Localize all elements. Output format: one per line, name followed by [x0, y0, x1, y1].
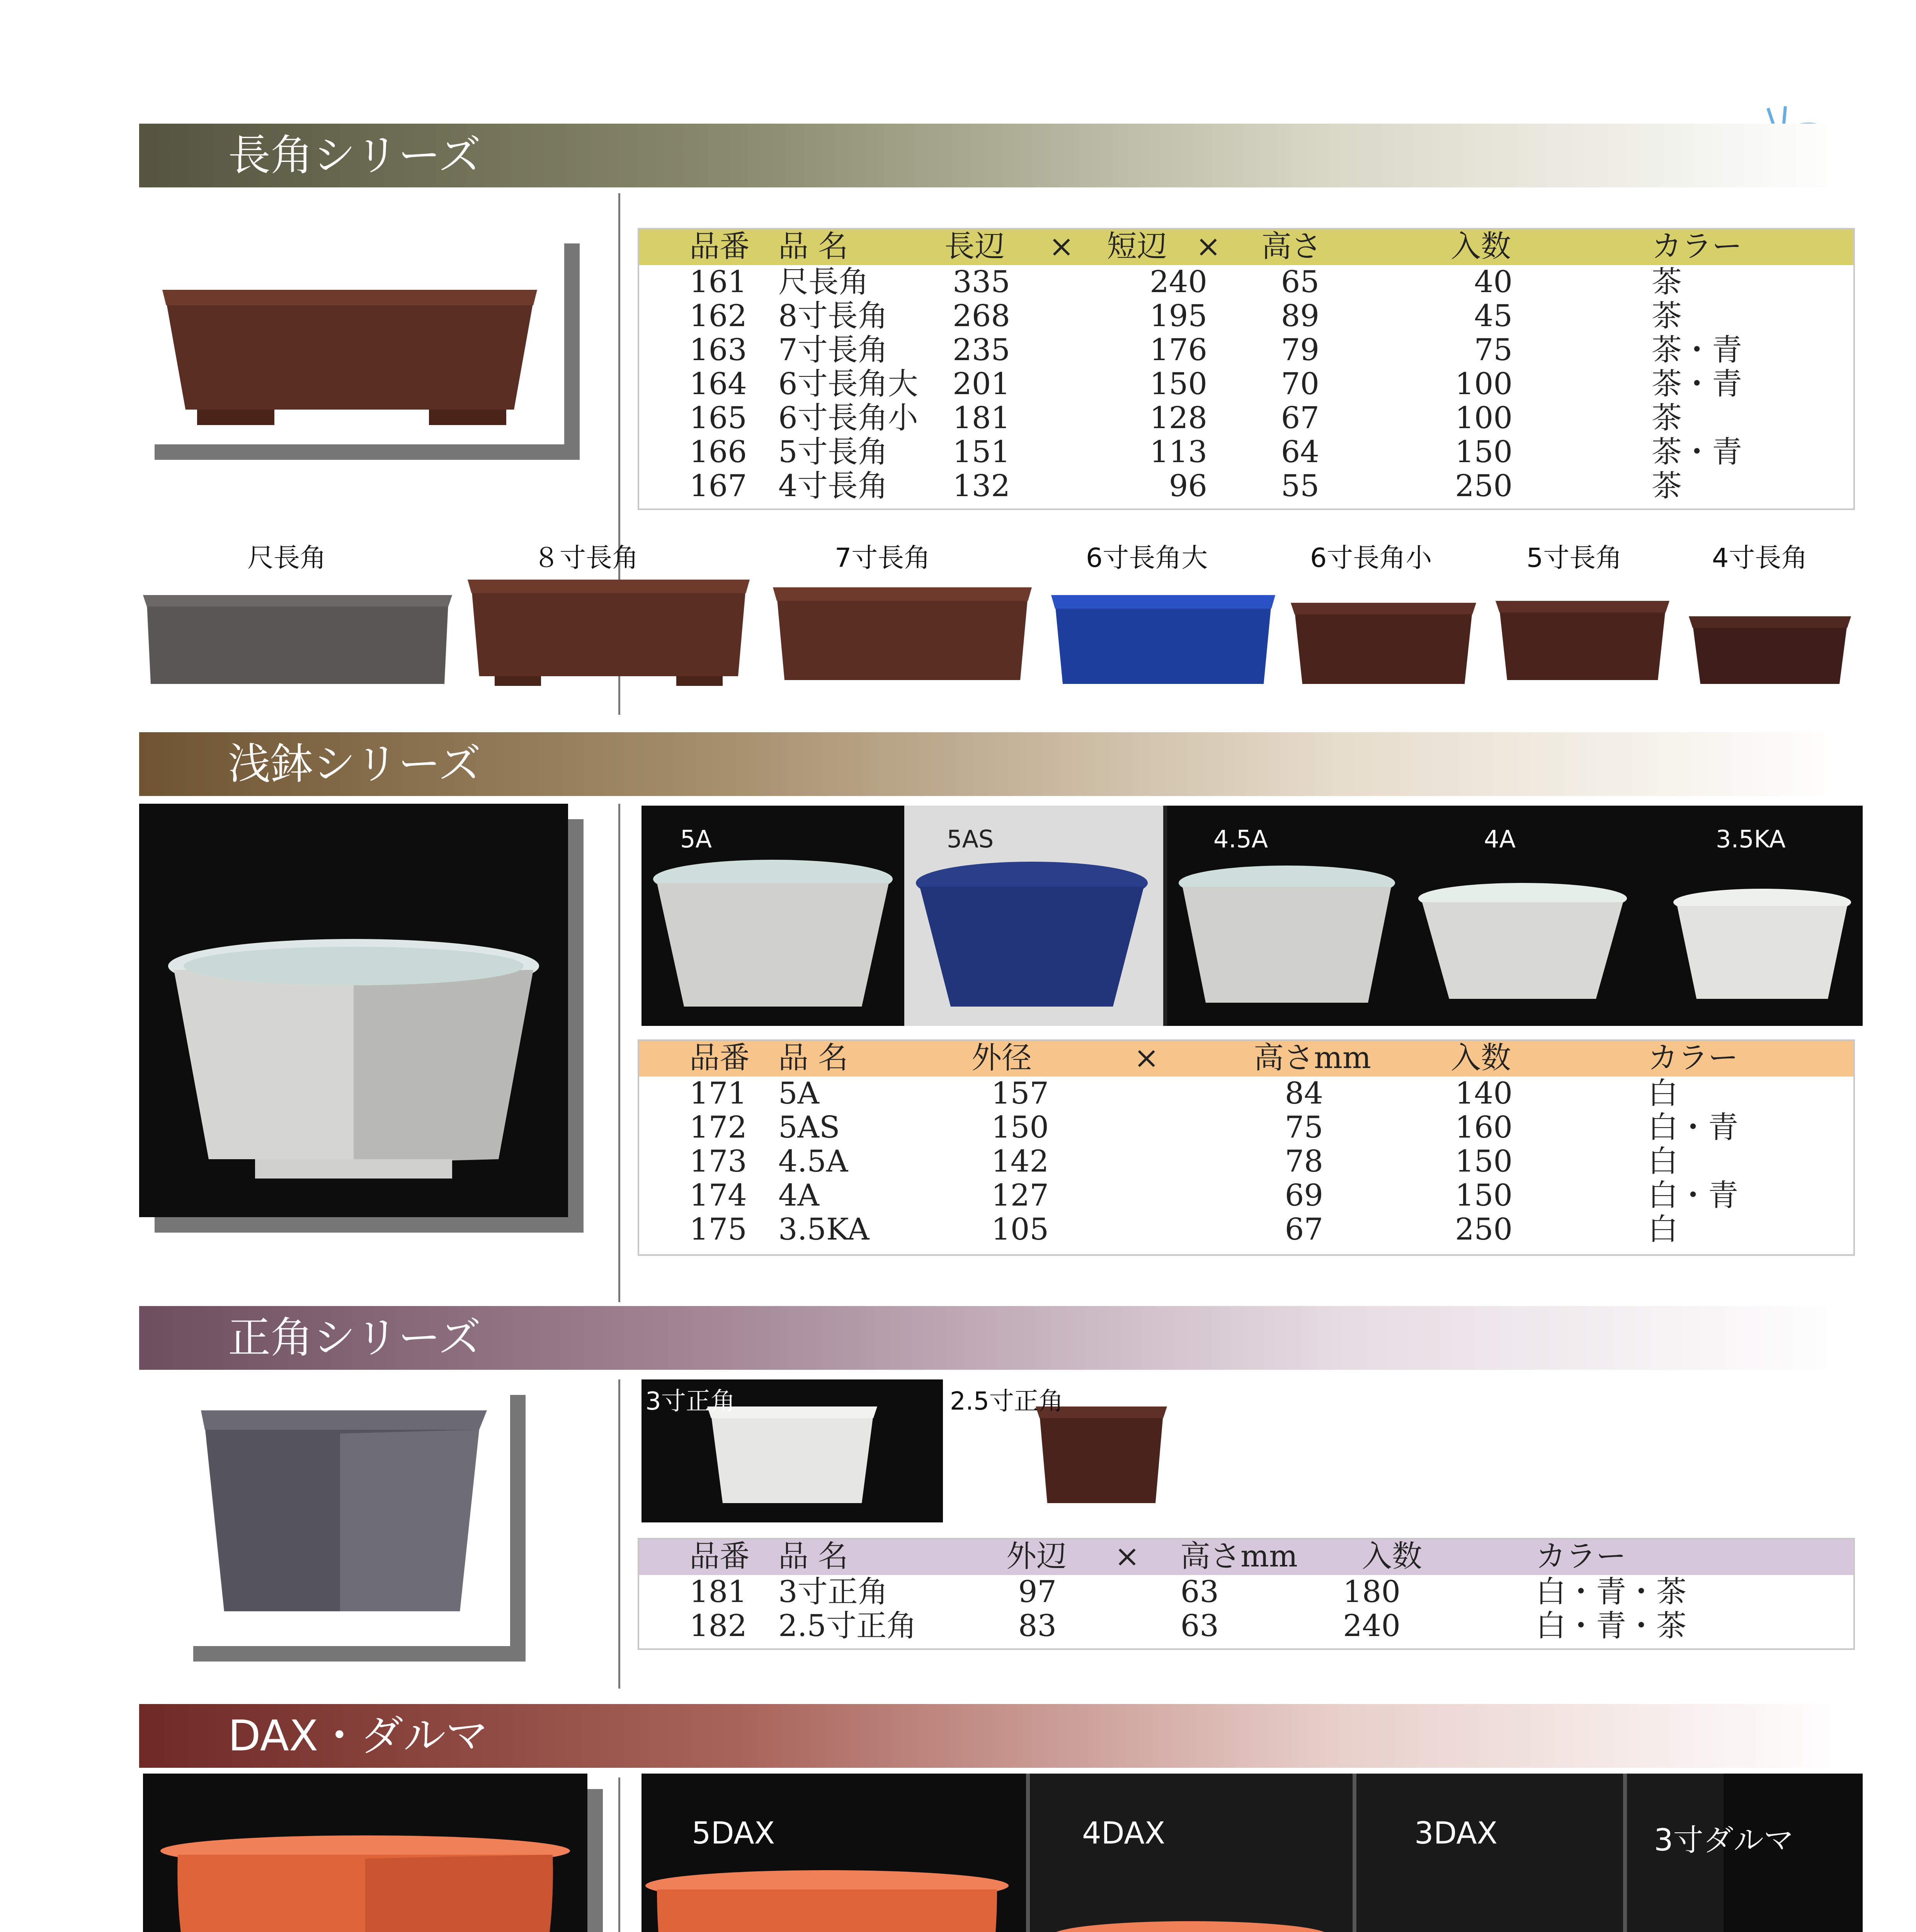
cell: 白・青・茶	[1536, 1575, 1687, 1609]
cell: 55	[1281, 469, 1319, 503]
cell: 128	[1150, 401, 1207, 435]
pot-long-shaku	[143, 595, 452, 684]
cell: 白・青	[1648, 1110, 1739, 1145]
series-banner-dax	[139, 1704, 1847, 1768]
photo-label: 6寸長角小	[1310, 543, 1432, 573]
header-cell: 入数	[1451, 229, 1511, 264]
cell: 164	[689, 367, 747, 401]
cell: 250	[1455, 469, 1513, 503]
photo-label: 4寸長角	[1712, 543, 1808, 573]
table-row	[639, 401, 1853, 435]
header-cell: 入数	[1451, 1041, 1511, 1075]
photo-label: ８寸長角	[533, 543, 639, 573]
cell: 235	[953, 333, 1010, 367]
pot-long-6sun-small	[1291, 603, 1476, 684]
header-cell: 品 名	[778, 1539, 848, 1574]
pot-4-5a	[1179, 866, 1395, 1003]
cell: 5寸長角	[778, 435, 888, 469]
cell: 150	[991, 1110, 1049, 1145]
header-cell: 品 名	[778, 1041, 848, 1075]
product-photo-2-5sun-square	[947, 1379, 1240, 1522]
cell: 171	[689, 1076, 747, 1111]
header-cell: ×	[1049, 229, 1074, 264]
header-cell: 高さmm	[1180, 1539, 1298, 1574]
header-cell: 外径	[972, 1041, 1032, 1075]
cell: 4寸長角	[778, 469, 888, 503]
spec-table-long	[638, 228, 1855, 510]
cell: 79	[1281, 333, 1319, 367]
cell: 150	[1455, 1144, 1513, 1179]
cell: 176	[1150, 333, 1207, 367]
table-row	[639, 1179, 1853, 1213]
cell: 84	[1285, 1076, 1323, 1111]
photo-label: 4A	[1484, 825, 1516, 853]
cell: 100	[1455, 401, 1513, 435]
cell: 75	[1285, 1110, 1323, 1145]
cell: 181	[953, 401, 1010, 435]
header-cell: ×	[1134, 1041, 1159, 1075]
cell: 75	[1474, 333, 1513, 367]
cell: 195	[1150, 299, 1207, 333]
table-row	[639, 1609, 1853, 1643]
header-cell: 高さ	[1261, 229, 1322, 264]
table-row	[639, 299, 1853, 333]
cell: 83	[1018, 1609, 1057, 1643]
cell: 尺長角	[778, 265, 869, 299]
cell: 96	[1169, 469, 1207, 503]
pot-3-5ka	[1673, 889, 1851, 999]
cell: 160	[1455, 1110, 1513, 1145]
table-header	[639, 1041, 1853, 1077]
divider	[618, 1379, 620, 1689]
header-cell: ×	[1115, 1539, 1140, 1574]
cell: 157	[991, 1076, 1049, 1111]
cell: 180	[1343, 1575, 1400, 1609]
cell: 70	[1281, 367, 1319, 401]
cell: 6寸長角大	[778, 367, 918, 401]
cell: 105	[991, 1212, 1049, 1247]
photo-label: 3DAX	[1414, 1816, 1498, 1851]
cell: 茶	[1652, 265, 1682, 299]
header-cell: 品 名	[778, 229, 848, 264]
pot-4a	[1418, 883, 1627, 999]
series-banner-long	[139, 124, 1847, 187]
header-cell: 品番	[689, 1041, 750, 1075]
divider	[618, 804, 620, 1302]
cell: 茶・青	[1652, 333, 1742, 367]
cell: 335	[953, 265, 1010, 299]
cell: 173	[689, 1144, 747, 1179]
cell: 201	[953, 367, 1010, 401]
cell: 100	[1455, 367, 1513, 401]
cell: 茶	[1652, 469, 1682, 503]
photo-label: 3寸ダルマ	[1654, 1823, 1794, 1858]
table-header	[639, 230, 1853, 265]
cell: 150	[1455, 1178, 1513, 1213]
photo-label: 5寸長角	[1526, 543, 1622, 573]
cell: 97	[1018, 1575, 1057, 1609]
table-header	[639, 1539, 1853, 1575]
header-cell: ×	[1196, 229, 1221, 264]
header-cell: 品番	[689, 229, 750, 264]
spec-table-shallow	[638, 1039, 1855, 1256]
table-row	[639, 367, 1853, 401]
series-banner-shallow	[139, 732, 1847, 796]
pot-5dax	[645, 1870, 1009, 1932]
spec-table-square	[638, 1538, 1855, 1650]
cell: 64	[1281, 435, 1319, 469]
cell: 3.5KA	[778, 1212, 870, 1247]
cell: 151	[953, 435, 1010, 469]
product-photo-long-pot	[139, 228, 564, 444]
cell: 140	[1455, 1076, 1513, 1111]
product-row-long	[139, 572, 1863, 696]
pot-5a	[653, 860, 893, 1007]
cell: 6寸長角小	[778, 401, 918, 435]
cell: 65	[1281, 265, 1319, 299]
cell: 132	[953, 469, 1010, 503]
cell: 茶・青	[1652, 435, 1742, 469]
cell: 150	[1150, 367, 1207, 401]
cell: 166	[689, 435, 747, 469]
cell: 163	[689, 333, 747, 367]
cell: 165	[689, 401, 747, 435]
series-title: 浅鉢シリーズ	[228, 739, 481, 789]
cell: 161	[689, 265, 747, 299]
product-photo-shallow-pot	[139, 804, 568, 1217]
cell: 150	[1455, 435, 1513, 469]
series-banner-square	[139, 1306, 1847, 1370]
header-cell: 外辺	[1006, 1539, 1067, 1574]
cell: 162	[689, 299, 747, 333]
cell: 67	[1285, 1212, 1323, 1247]
pot-long-7sun	[773, 587, 1032, 680]
photo-label: 5AS	[947, 825, 994, 853]
cell: 174	[689, 1178, 747, 1213]
cell: 89	[1281, 299, 1319, 333]
table-row	[639, 1575, 1853, 1609]
header-cell: 短辺	[1107, 229, 1167, 264]
cell: 240	[1150, 265, 1207, 299]
photo-label: 尺長角	[247, 543, 327, 573]
product-photo-dax-pot	[143, 1774, 587, 1932]
cell: 69	[1285, 1178, 1323, 1213]
cell: 茶	[1652, 401, 1682, 435]
pot-long-8sun	[468, 580, 750, 686]
cell: 63	[1180, 1575, 1219, 1609]
cell: 3寸正角	[778, 1575, 888, 1609]
photo-label: 5DAX	[692, 1816, 775, 1851]
series-title: 正角シリーズ	[228, 1313, 481, 1362]
photo-label: 5A	[680, 825, 712, 853]
cell: 茶	[1652, 299, 1682, 333]
photo-label: 4DAX	[1082, 1816, 1166, 1851]
cell: 63	[1180, 1609, 1219, 1643]
cell: 182	[689, 1609, 747, 1643]
header-cell: カラー	[1652, 229, 1742, 264]
cell: 113	[1150, 435, 1207, 469]
cell: 4.5A	[778, 1144, 848, 1179]
cell: 7寸長角	[778, 333, 888, 367]
table-row	[639, 1213, 1853, 1247]
photo-label: 7寸長角	[835, 543, 931, 573]
header-cell: カラー	[1648, 1041, 1739, 1075]
cell: 167	[689, 469, 747, 503]
cell: 78	[1285, 1144, 1323, 1179]
cell: 45	[1474, 299, 1513, 333]
table-row	[639, 1077, 1853, 1111]
cell: 5AS	[778, 1110, 840, 1145]
table-row	[639, 1145, 1853, 1179]
table-row	[639, 469, 1853, 503]
cell: 268	[953, 299, 1010, 333]
table-row	[639, 1111, 1853, 1145]
pot-long-6sun-large	[1051, 595, 1275, 684]
header-cell: 品番	[689, 1539, 750, 1574]
cell: 白	[1648, 1144, 1678, 1179]
pot-long-4sun	[1689, 616, 1851, 684]
cell: 白	[1648, 1212, 1678, 1247]
cell: 67	[1281, 401, 1319, 435]
divider	[618, 1777, 620, 1932]
header-cell: カラー	[1536, 1539, 1627, 1574]
table-row	[639, 333, 1853, 367]
cell: 5A	[778, 1076, 819, 1111]
cell: 240	[1343, 1609, 1400, 1643]
cell: 142	[991, 1144, 1049, 1179]
product-photo-row-dax	[642, 1774, 1863, 1932]
cell: 250	[1455, 1212, 1513, 1247]
cell: 175	[689, 1212, 747, 1247]
cell: 181	[689, 1575, 747, 1609]
table-row	[639, 265, 1853, 299]
header-cell: 長辺	[944, 229, 1005, 264]
pot-5as	[916, 862, 1148, 1007]
cell: 4A	[778, 1178, 819, 1213]
photo-label: 6寸長角大	[1086, 543, 1208, 573]
cell: 172	[689, 1110, 747, 1145]
cell: 白・青・茶	[1536, 1609, 1687, 1643]
photo-label: 3.5KA	[1716, 825, 1786, 853]
header-cell: 高さmm	[1254, 1041, 1371, 1075]
cell: 茶・青	[1652, 367, 1742, 401]
table-row	[639, 435, 1853, 469]
photo-label: 3寸正角	[645, 1387, 735, 1416]
header-cell: 入数	[1362, 1539, 1423, 1574]
cell: 白・青	[1648, 1178, 1739, 1213]
cell: 40	[1474, 265, 1513, 299]
product-photo-3sun-square	[642, 1379, 943, 1522]
pot-long-5sun	[1496, 601, 1669, 680]
photo-label: 4.5A	[1213, 825, 1268, 853]
cell: 127	[991, 1178, 1049, 1213]
cell: 8寸長角	[778, 299, 888, 333]
cell: 2.5寸正角	[778, 1609, 917, 1643]
series-title: DAX・ダルマ	[228, 1711, 488, 1760]
series-title: 長角シリーズ	[228, 131, 481, 180]
product-photo-row-shallow	[642, 806, 1863, 1026]
cell: 白	[1648, 1076, 1678, 1111]
product-photo-square-pot	[178, 1379, 510, 1646]
photo-label: 2.5寸正角	[950, 1387, 1063, 1416]
